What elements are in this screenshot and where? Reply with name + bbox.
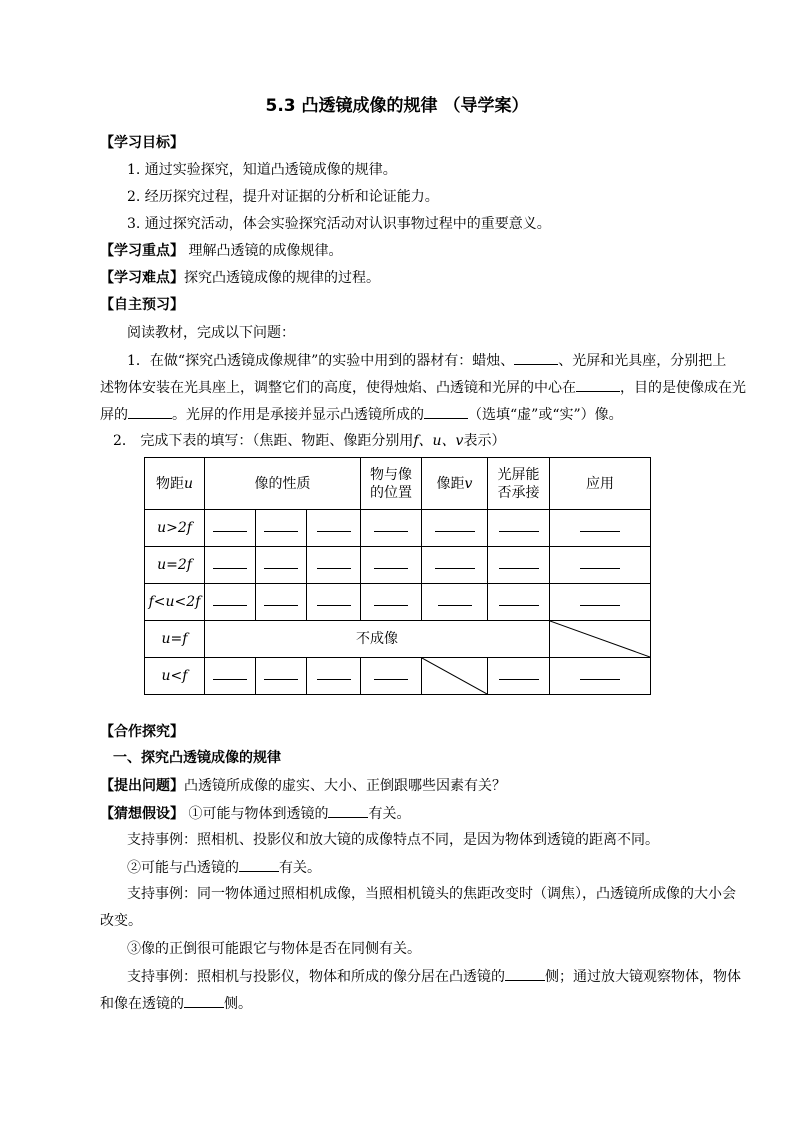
answer-blank[interactable] [328,803,368,818]
answer-blank[interactable] [317,593,351,606]
question-label: 【提出问题】 [100,778,184,794]
goal-item: 2. 经历探究过程，提升对证据的分析和论证能力。 [127,189,439,205]
answer-blank[interactable] [438,593,472,606]
question-text: 凸透镜所成像的虚实、大小、正倒跟哪些因素有关？ [184,778,506,794]
diagonal-line [550,621,650,657]
guess-2 [127,857,794,878]
guess-text: 有关。 [368,806,411,822]
row-condition: u=f [145,621,205,658]
answer-blank[interactable] [317,667,351,680]
answer-blank[interactable] [374,593,408,606]
preview-intro: 阅读教材，完成以下问题： [127,325,295,341]
support-1: 支持事例：照相机、投影仪和放大镜的成像特点不同，是因为物体到透镜的距离不同。 [127,832,659,848]
guess-text: ②可能与凸透镜的 [127,860,239,876]
header-position: 物与像 的位置 [361,458,422,510]
question-text: 。光屏的作用是承接并显示凸透镜所成的 [172,407,424,423]
preview-heading: 【自主预习】 [100,297,184,313]
guess-label: 【猜想假设】 [100,806,184,822]
row-condition: u<f [145,658,205,695]
diagonal-cell [550,621,651,658]
answer-blank[interactable] [576,377,620,392]
answer-blank[interactable] [435,556,475,569]
support-text: 侧。 [224,996,252,1012]
answer-blank[interactable] [499,667,539,680]
row-condition: u=2f [145,547,205,584]
answer-blank[interactable] [580,667,620,680]
support-3 [127,966,794,987]
support-text: 支持事例：照相机与投影仪，物体和所成的像分居在凸透镜的 [127,969,505,985]
question-text: （选填“虚”或“实”）像。 [468,407,623,423]
answer-blank[interactable] [499,556,539,569]
header-image-nature: 像的性质 [205,458,361,510]
table-row [145,547,651,584]
lens-rules-table [144,457,651,695]
goal-item: 1. 通过实验探究，知道凸透镜成像的规律。 [127,162,397,178]
question-text: 述物体安装在光具座上，调整它们的高度，使得烛焰、凸透镜和光屏的中心在 [100,380,576,396]
answer-blank[interactable] [499,593,539,606]
key-point-label: 【学习重点】 [100,243,184,259]
guess-1 [100,803,794,824]
no-image-cell: 不成像 [205,621,550,658]
question-line [100,776,794,796]
answer-blank[interactable] [580,519,620,532]
diagonal-line [422,658,487,694]
answer-blank[interactable] [580,593,620,606]
answer-blank[interactable] [213,519,247,532]
support-2: 支持事例：同一物体通过照相机成像，当照相机镜头的焦距改变时（调焦），凸透镜所成像的大小会 [127,886,736,902]
support-text: 和像在透镜的 [100,996,184,1012]
page-title: 5.3 凸透镜成像的规律 （导学案） [265,96,529,116]
answer-blank[interactable] [317,519,351,532]
goal-item: 3. 通过探究活动，体会实验探究活动对认识事物过程中的重要意义。 [127,216,551,232]
answer-blank[interactable] [264,519,298,532]
support-2-cont: 改变。 [100,913,142,929]
header-object-distance: 物距u [145,458,205,510]
question-text: ，目的是使像成在光 [620,380,746,396]
variable-symbols: f、u、v [413,433,464,449]
question-1-line-3 [100,404,794,425]
diagonal-cell [422,658,488,695]
guess-text: ①可能与物体到透镜的 [184,806,329,822]
key-point [100,241,794,261]
table-row [145,510,651,547]
answer-blank[interactable] [264,593,298,606]
answer-blank[interactable] [424,404,468,419]
question-text: 表示） [463,433,506,449]
answer-blank[interactable] [264,667,298,680]
answer-blank[interactable] [514,350,558,365]
difficulty-label: 【学习难点】 [100,270,184,286]
answer-blank[interactable] [435,519,475,532]
row-condition: f<u<2f [145,584,205,621]
answer-blank[interactable] [374,667,408,680]
cooperate-heading: 【合作探究】 [100,724,184,740]
table-row [145,584,651,621]
table-row [145,658,651,695]
question-text: 屏的 [100,407,128,423]
answer-blank[interactable] [374,556,408,569]
question-text: 2． 完成下表的填写：（焦距、物距、像距分别用 [113,433,414,449]
question-2 [113,431,794,451]
guess-text: 有关。 [279,860,321,876]
header-application: 应用 [550,458,651,510]
row-condition: u>2f [145,510,205,547]
header-image-distance: 像距v [422,458,488,510]
answer-blank[interactable] [213,667,247,680]
answer-blank[interactable] [213,593,247,606]
key-point-text: 理解凸透镜的成像规律。 [184,243,343,259]
answer-blank[interactable] [213,556,247,569]
support-text: 侧；通过放大镜观察物体，物体 [545,969,741,985]
answer-blank[interactable] [128,404,172,419]
table-row [145,621,651,658]
difficulty [100,268,794,288]
question-1-line-1 [127,350,794,371]
answer-blank[interactable] [264,556,298,569]
answer-blank[interactable] [374,519,408,532]
difficulty-text: 探究凸透镜成像的规律的过程。 [184,270,380,286]
goals-heading: 【学习目标】 [100,135,184,151]
answer-blank[interactable] [317,556,351,569]
section-title: 一、探究凸透镜成像的规律 [113,750,281,766]
answer-blank[interactable] [499,519,539,532]
answer-blank[interactable] [239,857,279,872]
question-text: 1．在做“探究凸透镜成像规律”的实验中用到的器材有：蜡烛、 [127,353,515,369]
answer-blank[interactable] [505,966,545,981]
question-1-line-2 [100,377,794,398]
question-text: 、光屏和光具座，分别把上 [558,353,727,369]
header-screen: 光屏能 否承接 [488,458,550,510]
guess-3: ③像的正倒很可能跟它与物体是否在同侧有关。 [127,941,421,957]
answer-blank[interactable] [184,993,224,1008]
answer-blank[interactable] [580,556,620,569]
support-3-cont [100,993,794,1014]
table-header-row [145,458,651,510]
